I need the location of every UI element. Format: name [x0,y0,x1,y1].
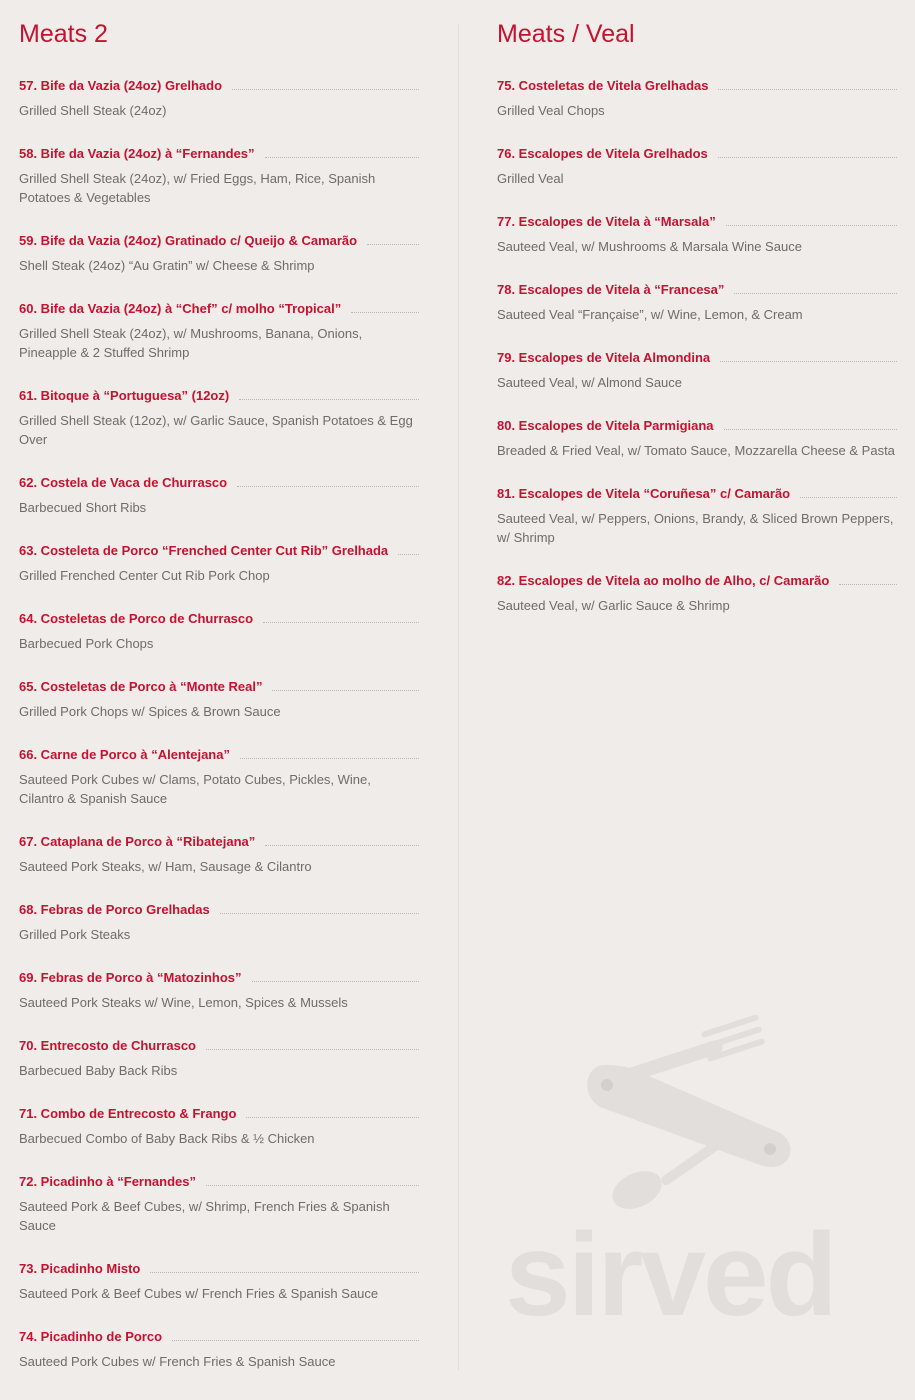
menu-item-description: Sauteed Veal, w/ Peppers, Onions, Brandy, & Sliced Brown Peppers, w/ Shrimp [497,511,894,545]
dotted-leader [252,980,420,982]
menu-item-description: Sauteed Pork Steaks, w/ Ham, Sausage & Cilantro [19,859,312,874]
menu-item [19,232,419,275]
dotted-leader [734,292,897,294]
menu-item-title: 60. Bife da Vazia (24oz) à “Chef” c/ molho “Tropical” [19,301,342,316]
menu-item-title: 74. Picadinho de Porco [19,1329,163,1344]
menu-item-title: 68. Febras de Porco Grelhadas [19,902,210,917]
menu-item [19,901,419,944]
menu-item [19,1037,419,1080]
menu-item-title: 69. Febras de Porco à “Matozinhos” [19,970,242,985]
menu-item [19,145,419,207]
menu-item-description: Grilled Veal Chops [497,103,605,118]
menu-item-title: 71. Combo de Entrecosto & Frango [19,1106,237,1121]
dotted-leader [351,311,419,313]
dotted-leader [220,912,419,914]
column-divider [458,24,459,1370]
menu-item-title: 75. Costeletas de Vitela Grelhadas [497,78,709,93]
dotted-leader [246,1116,419,1118]
dotted-leader [272,689,419,691]
dotted-leader [206,1048,419,1050]
dotted-leader [206,1184,419,1186]
menu-item-title: 67. Cataplana de Porco à “Ribatejana” [19,834,256,849]
dotted-leader [398,553,419,555]
menu-item-description: Grilled Shell Steak (24oz), w/ Mushrooms, Banana, Onions, Pineapple & 2 Stuffed Shrimp [19,326,363,360]
dotted-leader [724,428,897,430]
dotted-leader [839,583,897,585]
dotted-leader [239,398,419,400]
menu-item [19,1173,419,1235]
knife-fork-spoon-icon [587,1015,790,1216]
menu-item-title: 58. Bife da Vazia (24oz) à “Fernandes” [19,146,255,161]
menu-item-description: Shell Steak (24oz) “Au Gratin” w/ Cheese & Shrimp [19,258,315,273]
menu-item-description: Sauteed Pork Cubes w/ French Fries & Spanish Sauce [19,1354,336,1369]
dotted-leader [150,1271,419,1273]
menu-item-description: Grilled Frenched Center Cut Rib Pork Chop [19,568,270,583]
menu-item-description: Sauteed Pork & Beef Cubes, w/ Shrimp, French Fries & Spanish Sauce [19,1199,390,1233]
menu-item-description: Sauteed Veal, w/ Mushrooms & Marsala Wine Sauce [497,239,802,254]
menu-item-title: 62. Costela de Vaca de Churrasco [19,475,228,490]
menu-item [19,969,419,1012]
menu-item-title: 82. Escalopes de Vitela ao molho de Alho, c/ Camarão [497,573,830,588]
dotted-leader [232,88,419,90]
sirved-wordmark: sirved [505,1209,835,1325]
menu-item [19,610,419,653]
menu-item [497,349,897,392]
menu-item [19,77,419,120]
dotted-leader [367,243,419,245]
dotted-leader [718,88,897,90]
menu-item [19,300,419,362]
menu-item-description: Barbecued Pork Chops [19,636,154,651]
menu-item [19,387,419,449]
menu-item-description: Breaded & Fried Veal, w/ Tomato Sauce, Mozzarella Cheese & Pasta [497,443,895,458]
dotted-leader [265,844,419,846]
menu-item-description: Sauteed Pork Steaks w/ Wine, Lemon, Spices & Mussels [19,995,348,1010]
menu-item-title: 57. Bife da Vazia (24oz) Grelhado [19,78,223,93]
dotted-leader [237,485,419,487]
menu-item-title: 59. Bife da Vazia (24oz) Gratinado c/ Queijo & Camarão [19,233,358,248]
menu-item-title: 61. Bitoque à “Portuguesa” (12oz) [19,388,230,403]
menu-item [497,145,897,188]
menu-item [497,213,897,256]
menu-item-title: 81. Escalopes de Vitela “Coruñesa” c/ Camarão [497,486,791,501]
menu-item-title: 79. Escalopes de Vitela Almondina [497,350,711,365]
menu-item-description: Grilled Pork Steaks [19,927,131,942]
dotted-leader [240,757,419,759]
menu-item-description: Sauteed Veal, w/ Almond Sauce [497,375,683,390]
section-heading: Meats 2 [19,20,108,48]
menu-item-description: Sauteed Pork Cubes w/ Clams, Potato Cubes, Pickles, Wine, Cilantro & Spanish Sauce [19,772,371,806]
menu-item-description: Barbecued Baby Back Ribs [19,1063,178,1078]
menu-item-title: 63. Costeleta de Porco “Frenched Center Cut Rib” Grelhada [19,543,389,558]
menu-item-description: Grilled Pork Chops w/ Spices & Brown Sauce [19,704,281,719]
menu-item-title: 70. Entrecosto de Churrasco [19,1038,196,1053]
dotted-leader [800,496,897,498]
menu-item-title: 80. Escalopes de Vitela Parmigiana [497,418,714,433]
menu-item [19,474,419,517]
dotted-leader [720,360,897,362]
menu-item [19,833,419,876]
menu-item [497,77,897,120]
menu-item-title: 72. Picadinho à “Fernandes” [19,1174,196,1189]
menu-item-description: Sauteed Veal, w/ Garlic Sauce & Shrimp [497,598,730,613]
sirved-watermark [505,1015,865,1325]
menu-item-title: 78. Escalopes de Vitela à “Francesa” [497,282,725,297]
menu-item-description: Barbecued Combo of Baby Back Ribs & ½ Chicken [19,1131,315,1146]
section-heading: Meats / Veal [497,20,635,48]
menu-item-description: Sauteed Pork & Beef Cubes w/ French Fries & Spanish Sauce [19,1286,379,1301]
menu-item-title: 64. Costeletas de Porco de Churrasco [19,611,254,626]
dotted-leader [265,156,419,158]
menu-item-description: Sauteed Veal “Française”, w/ Wine, Lemon, & Cream [497,307,803,322]
dotted-leader [718,156,897,158]
menu-item [19,746,419,808]
menu-item-title: 76. Escalopes de Vitela Grelhados [497,146,708,161]
menu-item [497,572,897,615]
menu-item-title: 77. Escalopes de Vitela à “Marsala” [497,214,716,229]
menu-item [497,485,897,547]
menu-item [19,1328,419,1371]
menu-item-title: 66. Carne de Porco à “Alentejana” [19,747,230,762]
menu-item-description: Grilled Shell Steak (24oz), w/ Fried Eggs, Ham, Rice, Spanish Potatoes & Vegetables [19,171,376,205]
dotted-leader [172,1339,419,1341]
menu-item-title: 65. Costeletas de Porco à “Monte Real” [19,679,263,694]
menu-item-description: Grilled Shell Steak (24oz) [19,103,167,118]
menu-item [19,1260,419,1303]
menu-item [497,281,897,324]
dotted-leader [263,621,419,623]
menu-item-description: Grilled Veal [497,171,564,186]
menu-item [19,678,419,721]
menu-item [19,542,419,585]
menu-item-description: Barbecued Short Ribs [19,500,147,515]
dotted-leader [726,224,897,226]
menu-item-title: 73. Picadinho Misto [19,1261,141,1276]
menu-item-description: Grilled Shell Steak (12oz), w/ Garlic Sauce, Spanish Potatoes & Egg Over [19,413,413,447]
menu-item [19,1105,419,1148]
menu-item [497,417,897,460]
